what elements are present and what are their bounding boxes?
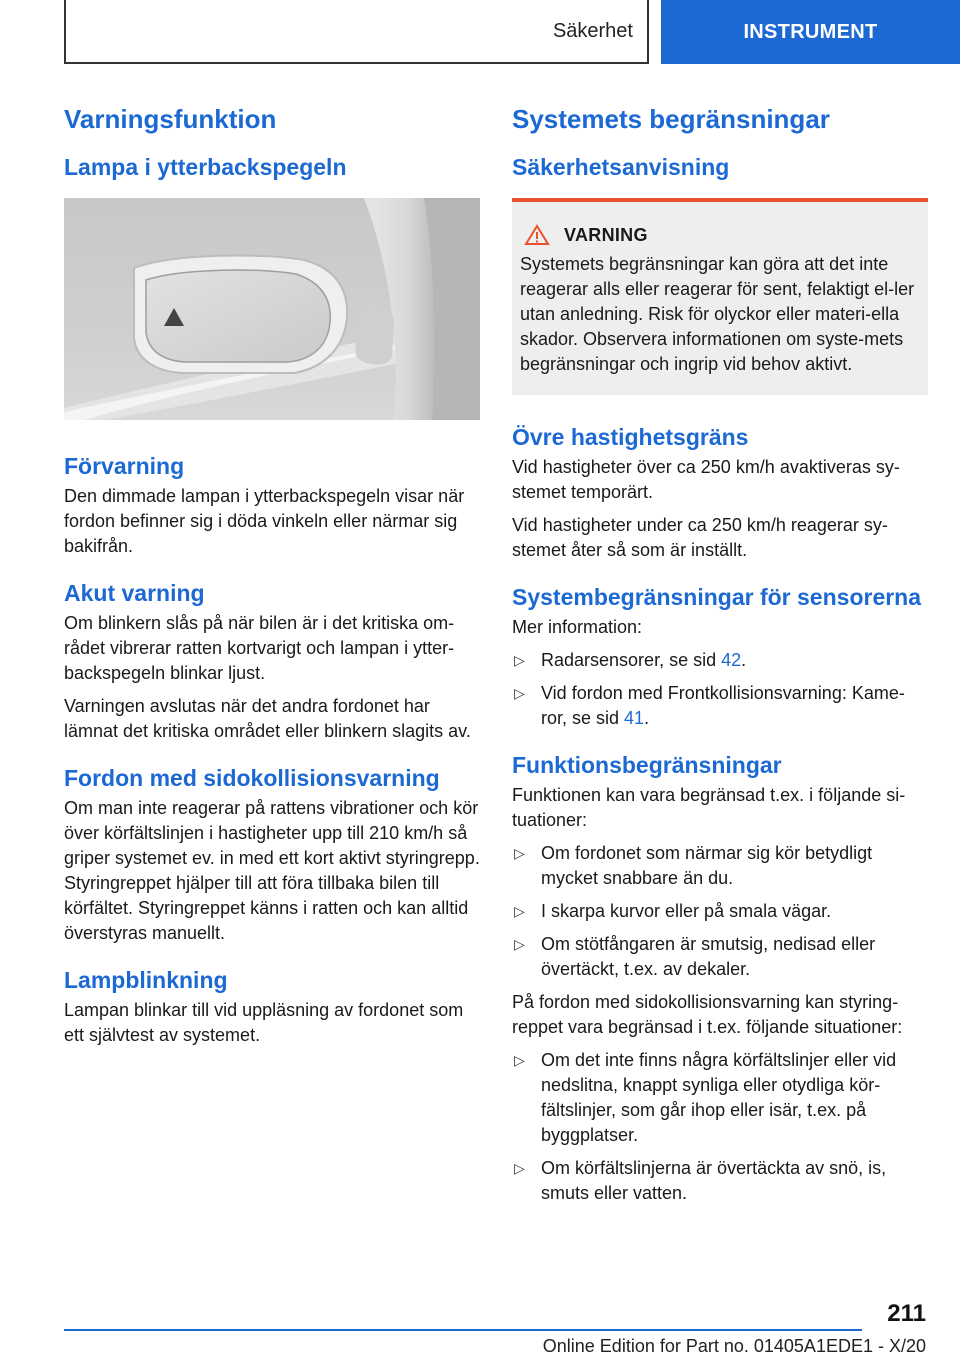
list-item [512, 648, 928, 673]
triangle-right-icon: ▷ [514, 936, 525, 952]
footer-rule [64, 1329, 862, 1331]
footer-edition: Online Edition for Part no. 01405A1EDE1 - X/20 [542, 1336, 926, 1356]
heading-lampblinkning: Lampblinkning [64, 967, 228, 993]
warning-text: Systemets begränsningar kan göra att det inte reagerar alls eller reagerar för sent, felaktigt el-ler utan anledning. Risk för olyckor eller materi-ella skador. Observera informationen om syste-mets begränsningar och ingrip vid behov aktivt. [520, 254, 915, 374]
list-item [512, 899, 928, 924]
text-funk-intro: Funktionen kan vara begränsad t.ex. i följande si-tuationer: [512, 785, 906, 830]
header-chapter-label: INSTRUMENT [743, 20, 878, 43]
right-column [512, 100, 928, 1206]
text-funk-2: På fordon med sidokollisionsvarning kan styring-reppet vara begränsad i t.ex. följande situationer: [512, 992, 903, 1037]
list-item-text: I skarpa kurvor eller på smala vägar. [541, 901, 832, 921]
subtitle-right: Säkerhetsanvisning [512, 154, 730, 180]
triangle-right-icon: ▷ [514, 1160, 525, 1176]
list-item-text: Om fordonet som närmar sig kör betydligt mycket snabbare än du. [541, 843, 873, 888]
page-link-42[interactable]: 42 [721, 650, 742, 670]
text-akut-1: Om blinkern slås på när bilen är i det kritiska om-rådet vibrerar ratten kortvarigt och lampan i ytter-backspegeln blinkar ljust. [64, 613, 455, 683]
heading-forvarning: Förvarning [64, 453, 185, 479]
list-item [512, 681, 928, 731]
warning-triangle-icon [524, 224, 550, 246]
header-section-tab [64, 0, 649, 64]
list-item-end: . [644, 708, 650, 728]
list-item-text: Radarsensorer, se sid [541, 650, 722, 670]
mirror-illustration-svg [64, 198, 480, 420]
text-akut-2: Varningen avslutas när det andra fordonet har lämnat det kritiska området eller blinkern slagits av. [64, 696, 471, 741]
heading-funktionsbegransningar: Funktionsbegränsningar [512, 752, 782, 778]
triangle-right-icon: ▷ [514, 845, 525, 861]
heading-sensorer: Systembegränsningar för sensorerna [512, 584, 922, 610]
heading-ovre-hastighet: Övre hastighetsgräns [512, 424, 749, 450]
triangle-right-icon: ▷ [514, 903, 525, 919]
page-number: 211 [887, 1300, 926, 1327]
text-forvarning: Den dimmade lampan i ytterbackspegeln visar när fordon befinner sig i döda vinkeln eller närmar sig bakifrån. [64, 486, 465, 556]
text-ovre-1: Vid hastigheter över ca 250 km/h avaktiveras sy-stemet temporärt. [512, 457, 900, 502]
page-title-right: Systemets begränsningar [512, 104, 830, 134]
warning-header [520, 224, 920, 246]
list-item-text: Om körfältslinjerna är övertäckta av snö, is, smuts eller vatten. [541, 1158, 887, 1203]
text-lampblinkning: Lampan blinkar till vid uppläsning av fordonet som ett självtest av systemet. [64, 1000, 464, 1045]
left-column [64, 100, 480, 1048]
header-chapter-tab [661, 0, 960, 64]
list-item [512, 1156, 928, 1206]
triangle-right-icon: ▷ [514, 1052, 525, 1068]
page-link-41[interactable]: 41 [624, 708, 645, 728]
text-sidokollision: Om man inte reagerar på rattens vibrationer och kör över körfältslinjen i hastigheter upp till 210 km/h så griper systemet ev. in med ett kort aktivt styringrepp. Styringreppet hjälper till att föra tillbaka bilen till körfältet. Styringreppet känns i ratten och kan alltid överstyras manuellt. [64, 798, 480, 943]
subtitle-left: Lampa i ytterbackspegeln [64, 154, 347, 180]
heading-sidokollision: Fordon med sidokollisionsvarning [64, 765, 440, 791]
list-item [512, 1048, 928, 1148]
triangle-right-icon: ▷ [514, 652, 525, 668]
list-item-text: Om stötfångaren är smutsig, nedisad eller övertäckt, t.ex. av dekaler. [541, 934, 876, 979]
warning-label: VARNING [564, 224, 648, 245]
text-ovre-2: Vid hastigheter under ca 250 km/h reagerar sy-stemet åter så som är inställt. [512, 515, 888, 560]
header-section-label: Säkerhet [552, 19, 633, 42]
list-item-end: . [741, 650, 747, 670]
text-sensorer-intro: Mer information: [512, 617, 643, 637]
warning-box [512, 198, 928, 395]
heading-akut-varning: Akut varning [64, 580, 205, 606]
triangle-right-icon: ▷ [514, 685, 525, 701]
list-item [512, 932, 928, 982]
list-item-text: Vid fordon med Frontkollisionsvarning: Kame-ror, se sid [541, 683, 905, 728]
mirror-illustration [64, 198, 480, 420]
page-title-left: Varningsfunktion [64, 104, 277, 134]
list-item [512, 841, 928, 891]
list-item-text: Om det inte finns några körfältslinjer eller vid nedslitna, knappt synliga eller otydliga kör-fältslinjer, som går ihop eller isär, t.ex. på byggplatser. [541, 1050, 897, 1145]
